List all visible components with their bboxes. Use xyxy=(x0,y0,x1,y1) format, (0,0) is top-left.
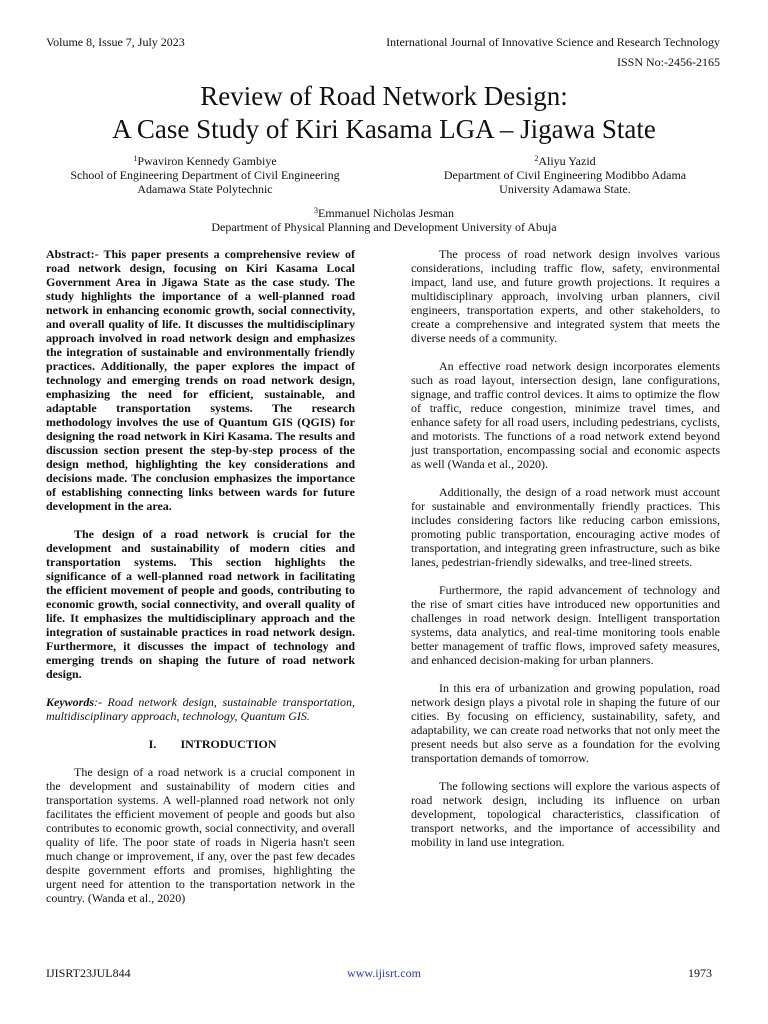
body-paragraph: Furthermore, the rapid advancement of technology and the rise of smart cities have introduced new opportunities and challenges in road network design. Intelligent transportation systems, data analytics, and real-time monitoring tools enable better management of traffic flows, improved safety measures, and enhanced decision-making for urban planners. xyxy=(411,583,720,667)
body-paragraph: The process of road network design involves various considerations, including traffic flow, safety, environmental impact, land use, and future growth projections. It requires a multidisciplinary approach, involving urban planners, civil engineers, transportation experts, and other stakeholders, to create a comprehensive and integrated system that meets the diverse needs of a community. xyxy=(411,247,720,345)
author-2-sup: 2 xyxy=(534,154,539,163)
author-1-sup: 1 xyxy=(133,154,138,163)
journal-name: International Journal of Innovative Science and Research Technology xyxy=(386,35,720,49)
author-2-affiliation: Department of Civil Engineering Modibbo Adama xyxy=(443,168,687,182)
author-1-affiliation: School of Engineering Department of Civil Engineering xyxy=(70,168,340,182)
footer-paper-code: IJISRT23JUL844 xyxy=(46,966,131,980)
keywords-text: :- Road network design, sustainable transportation, multidisciplinary approach, technology, Quantum GIS. xyxy=(46,695,355,723)
body-paragraph: In this era of urbanization and growing population, road network design plays a pivotal role in shaping the future of our cities. By focusing on efficiency, sustainability, safety, and adaptability, we can create road networks that not only meet the present needs but also serve as a foundation for the evolving transportation demands of tomorrow. xyxy=(411,681,720,765)
body-paragraph: The following sections will explore the various aspects of road network design, including its influence on urban development, topological characteristics, classification of transport networks, and the importance of accessibility and mobility in land use integration. xyxy=(411,779,720,849)
title-line-2: A Case Study of Kiri Kasama LGA – Jigawa State xyxy=(112,114,656,144)
abstract-paragraph: Abstract:- This paper presents a comprehensive review of road network design, focusing on Kiri Kasama Local Government Area in Jigawa State as the case study. The study highlights the importance of a well-planned road network in enhancing economic growth, social connectivity, and overall quality of life. It discusses the multidisciplinary approach involved in road network design and emphasizes the integration of sustainable and environmentally friendly practices. Additionally, the paper explores the impact of technology and emerging trends on road network design, emphasizing the need for efficient, sustainable, and adaptable transportation systems. The research methodology involves the use of Quantum GIS (QGIS) for designing the road network in Kiri Kasama. The results and discussion section present the step-by-step process of the design method, highlighting the key considerations and decisions made. The conclusion emphasizes the importance of establishing connecting links between wards for future development in the area. xyxy=(46,247,355,513)
author-3-block xyxy=(120,206,648,234)
section-title: INTRODUCTION xyxy=(180,737,277,751)
body-paragraph: Additionally, the design of a road network must account for sustainable and environmentally friendly practices. This includes considering factors like reducing carbon emissions, promoting public transportation, encouraging active modes of transportation, and integrating green infrastructure, such as bike lanes, pedestrian-friendly sidewalks, and tree-lined streets. xyxy=(411,485,720,569)
author-1-name: Pwaviron Kennedy Gambiye xyxy=(137,154,277,168)
footer-page-number: 1973 xyxy=(688,966,712,980)
footer-website-link[interactable]: www.ijisrt.com xyxy=(347,966,421,980)
volume-issue: Volume 8, Issue 7, July 2023 xyxy=(46,35,185,49)
author-2-name: Aliyu Yazid xyxy=(538,154,596,168)
left-column xyxy=(46,247,355,905)
section-heading-introduction xyxy=(46,737,355,751)
abstract-paragraph-2: The design of a road network is crucial for the development and sustainability of modern cities and transportation systems. This section highlights the significance of a well-planned road network in facilitating the efficient movement of people and goods, contributing to economic growth, social connectivity, and overall quality of life. It emphasizes the multidisciplinary approach and the integration of sustainable practices in road network design. Furthermore, it discusses the impact of technology and emerging trends on shaping the future of road network design. xyxy=(46,527,355,681)
author-2-block xyxy=(400,154,730,196)
section-number: I. xyxy=(148,737,157,751)
author-1-institution: Adamawa State Polytechnic xyxy=(137,182,273,196)
keywords-label: Keywords xyxy=(46,695,94,709)
title-line-1: Review of Road Network Design: xyxy=(200,81,568,111)
author-3-name: Emmanuel Nicholas Jesman xyxy=(318,206,454,220)
keywords xyxy=(46,695,355,723)
issn-number: ISSN No:-2456-2165 xyxy=(616,55,720,69)
right-column xyxy=(411,247,720,849)
author-3-affiliation: Department of Physical Planning and Development University of Abuja xyxy=(211,220,557,234)
body-paragraph: An effective road network design incorporates elements such as road layout, intersection design, lane configurations, signage, and traffic control devices. It aims to optimize the flow of traffic, reduce congestion, minimize travel times, and enhance safety for all road users, including pedestrians, cyclists, and motorists. The functions of a road network extend beyond just transportation, encompassing social and economic aspects as well (Wanda et al., 2020). xyxy=(411,359,720,471)
author-1-block xyxy=(40,154,370,196)
paper-title xyxy=(0,80,768,146)
author-3-sup: 3 xyxy=(314,206,319,215)
author-2-institution: University Adamawa State. xyxy=(499,182,631,196)
intro-paragraph: The design of a road network is a crucial component in the development and sustainability of modern cities and transportation systems. A well-planned road network not only facilitates the efficient movement of people and goods but also contributes to economic growth, social connectivity, and overall quality of life. The poor state of roads in Nigeria hasn't seen much change or improvement, if any, over the past few decades despite government efforts and promises, highlighting the urgent need for attention to the transportation network in the country. (Wanda et al., 2020) xyxy=(46,765,355,905)
